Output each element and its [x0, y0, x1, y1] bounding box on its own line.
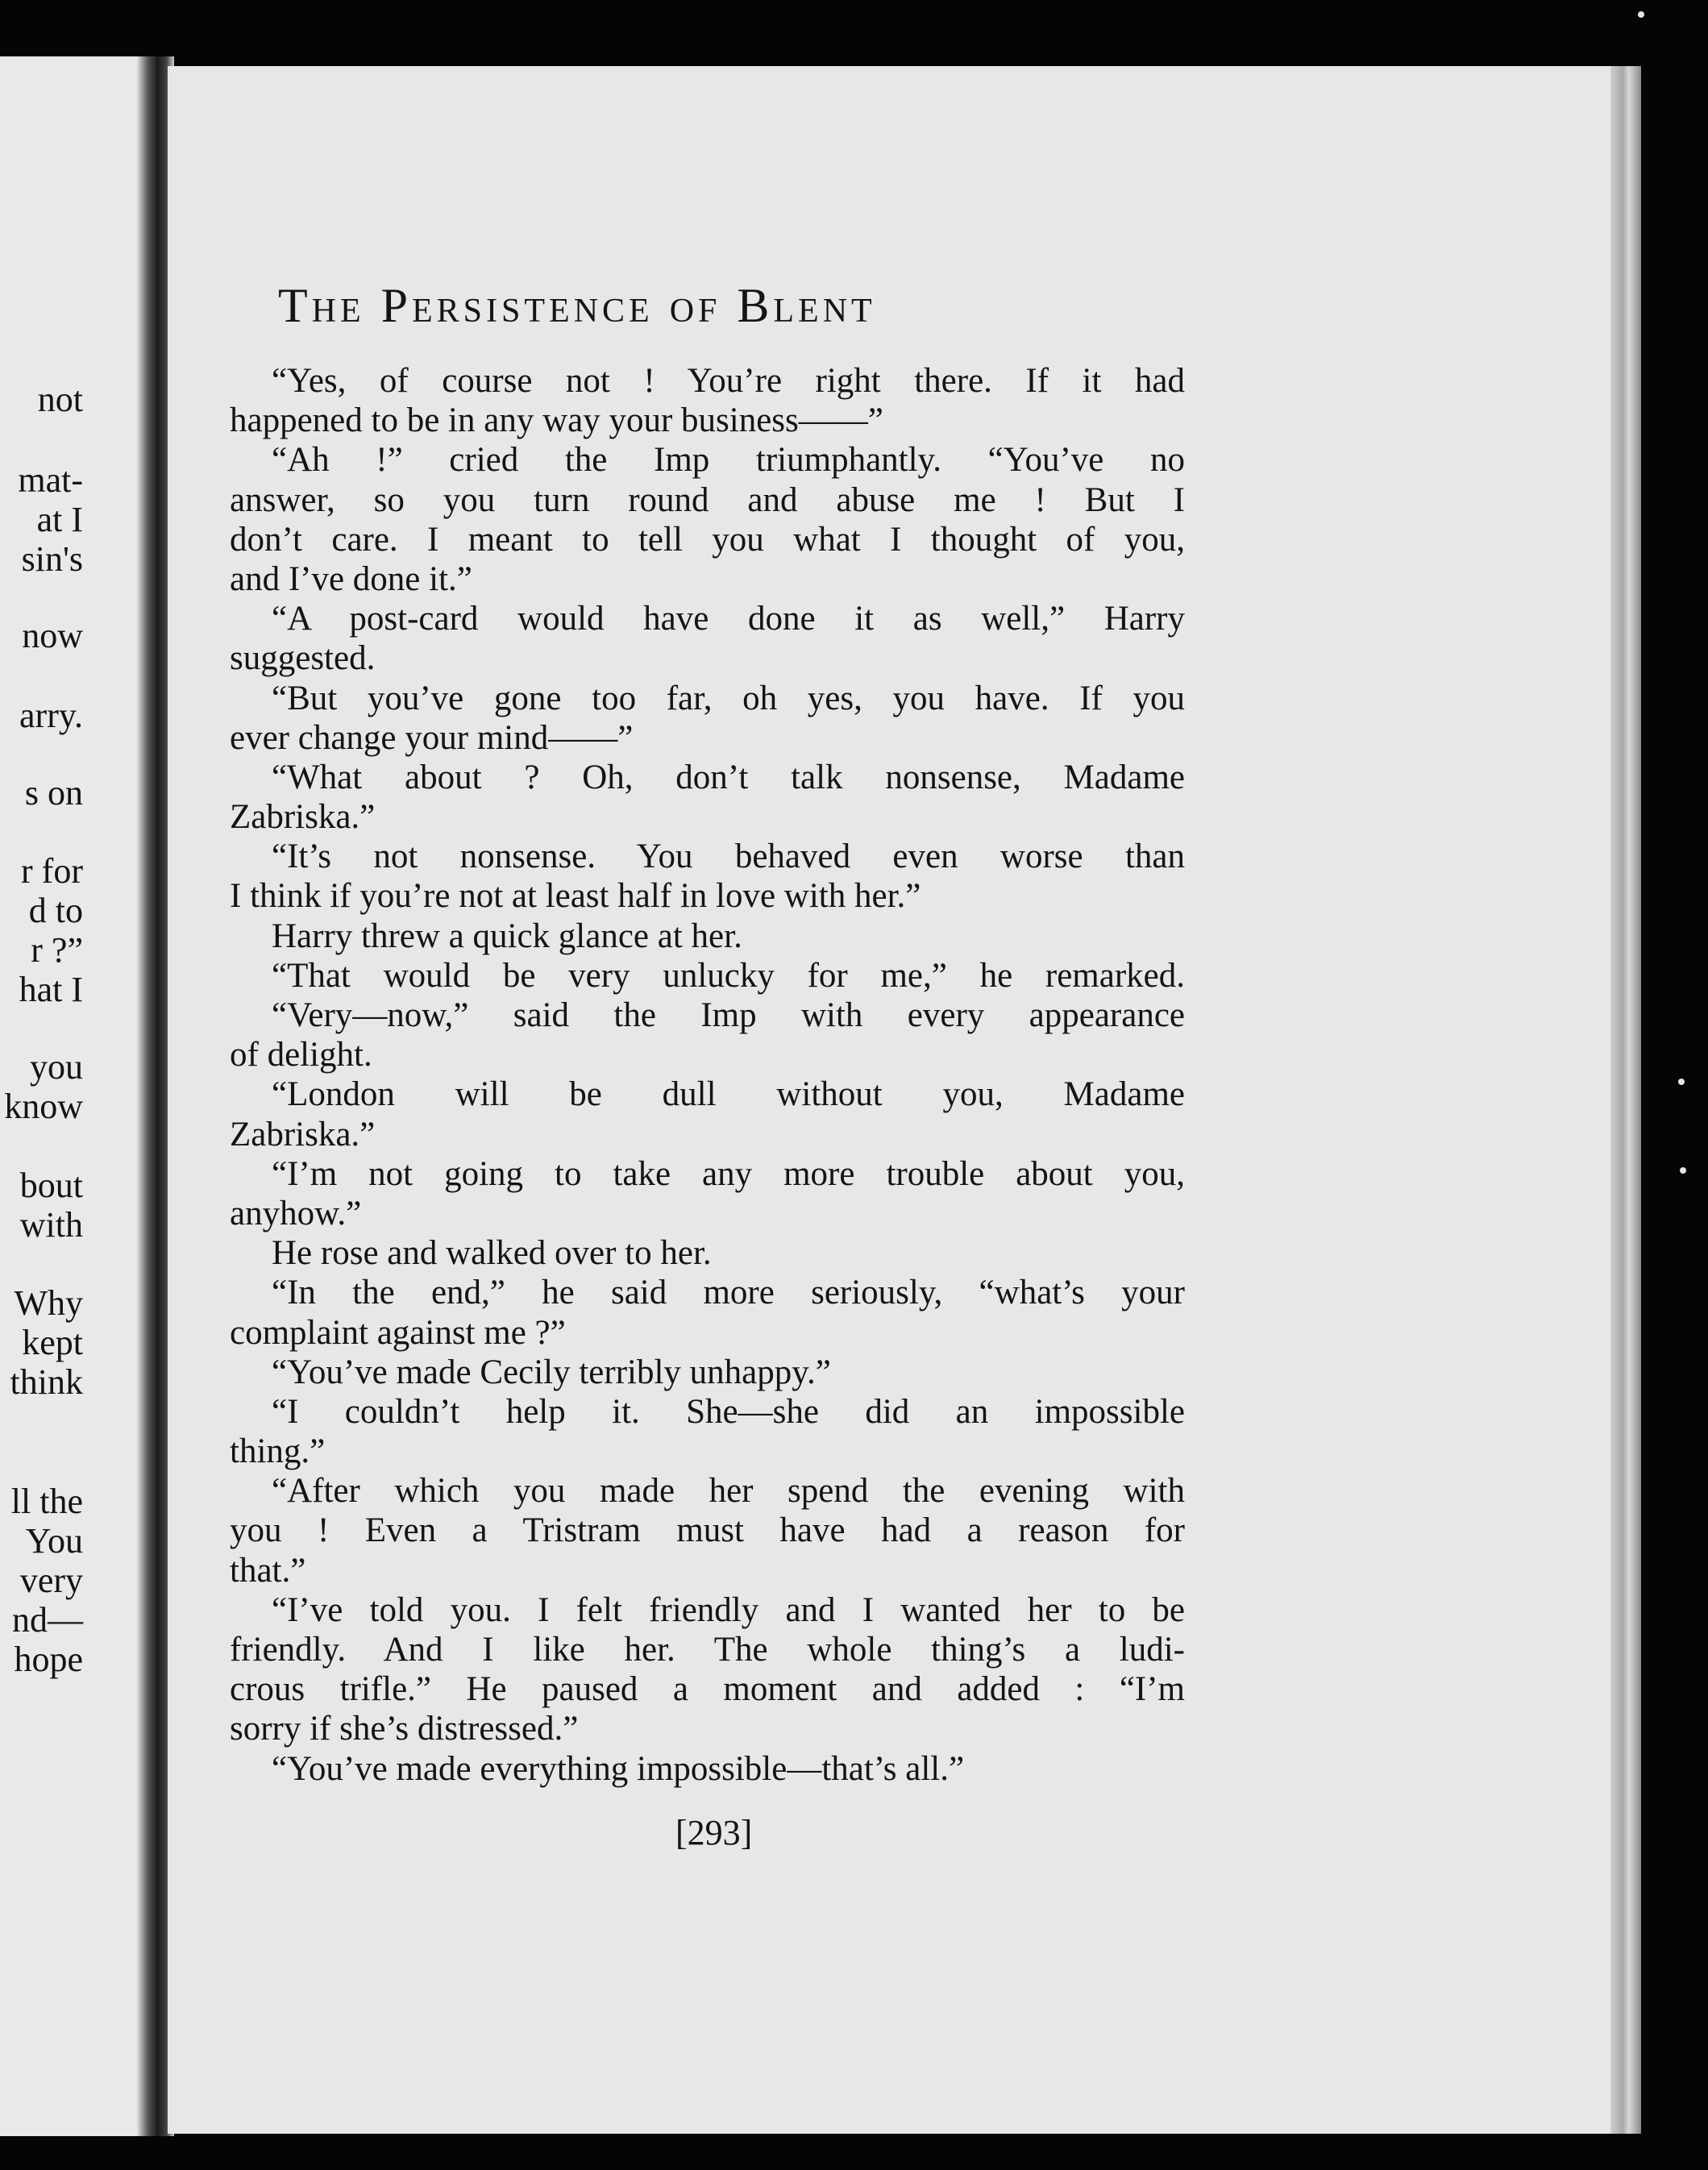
left-fragment: You — [25, 1521, 83, 1561]
text-line: Harry threw a quick glance at her. — [272, 917, 742, 955]
text-line: “That would be very unlucky for me,” he remarked. — [272, 956, 1185, 995]
page-edge — [1610, 66, 1641, 2134]
text-line: suggested. — [230, 639, 376, 678]
text-line: anyhow.” — [230, 1194, 362, 1233]
left-fragment: at I — [36, 500, 83, 539]
left-fragment: sin's — [21, 539, 83, 579]
left-fragment: hope — [14, 1640, 83, 1679]
text-line: “You’ve made Cecily terribly unhappy.” — [272, 1353, 831, 1391]
text-line: “Yes, of course not ! You’re right there. If it had — [272, 362, 1185, 400]
left-fragment: think — [10, 1362, 83, 1402]
left-fragment: mat- — [18, 460, 83, 500]
left-fragment: d to — [28, 891, 83, 930]
text-line: friendly. And I like her. The whole thing’s a ludi- — [230, 1631, 1185, 1669]
text-line: Zabriska.” — [230, 1115, 376, 1154]
scan-speck — [1638, 11, 1644, 18]
left-fragment: ll the — [10, 1482, 83, 1521]
text-line: “After which you made her spend the evening with — [272, 1472, 1185, 1511]
left-fragment: know — [4, 1087, 83, 1126]
left-fragment: Why — [14, 1283, 83, 1323]
text-line: “Ah !” cried the Imp triumphantly. “You’ve no — [272, 441, 1185, 480]
left-fragment: you — [30, 1047, 83, 1087]
text-line: “In the end,” he said more seriously, “what’s your — [272, 1274, 1185, 1312]
text-line: “I couldn’t help it. She—she did an impossible — [272, 1392, 1185, 1431]
left-page-fragment — [0, 56, 157, 2136]
running-head: The Persistence of Blent — [278, 279, 876, 332]
left-fragment: not — [37, 380, 83, 419]
text-line: of delight. — [230, 1036, 372, 1075]
text-line: complaint against me ?” — [230, 1313, 566, 1352]
text-line: Zabriska.” — [230, 798, 376, 837]
text-line: don’t care. I meant to tell you what I thought of you, — [230, 520, 1185, 559]
left-fragment: nd— — [12, 1600, 83, 1640]
text-line: “It’s not nonsense. You behaved even worse than — [272, 838, 1185, 876]
left-fragment: bout — [19, 1166, 83, 1205]
text-line: happened to be in any way your business——” — [230, 401, 883, 440]
left-fragment: r ?” — [31, 930, 83, 970]
left-fragment: kept — [22, 1323, 83, 1362]
scan-speck — [1678, 1079, 1685, 1085]
text-line: “You’ve made everything impossible—that’s all.” — [272, 1749, 965, 1788]
left-fragment: now — [22, 616, 83, 655]
text-line: He rose and walked over to her. — [272, 1234, 712, 1273]
left-fragment: very — [19, 1561, 83, 1600]
text-line: “London will be dull without you, Madame — [272, 1075, 1185, 1114]
body-text — [230, 361, 1185, 1789]
text-line: “I’ve told you. I felt friendly and I wanted her to be — [272, 1590, 1185, 1629]
left-fragment: s on — [24, 773, 83, 813]
scan-speck — [1680, 1167, 1686, 1174]
page-number: [293] — [675, 1813, 753, 1852]
left-fragment: r for — [21, 851, 83, 891]
text-line: crous trifle.” He paused a moment and added : “I’m — [230, 1670, 1185, 1709]
left-fragment: arry. — [19, 696, 83, 735]
left-fragment: hat I — [19, 970, 83, 1009]
text-line: “But you’ve gone too far, oh yes, you have. If you — [272, 679, 1185, 717]
text-line: ever change your mind——” — [230, 718, 634, 757]
left-fragment: with — [19, 1205, 83, 1245]
text-line: thing.” — [230, 1432, 326, 1471]
text-line: you ! Even a Tristram must have had a reason for — [230, 1511, 1185, 1550]
text-line: and I’ve done it.” — [230, 559, 472, 598]
text-line: I think if you’re not at least half in love with her.” — [230, 877, 921, 916]
text-line: that.” — [230, 1551, 306, 1590]
text-line: “I’m not going to take any more trouble about you, — [272, 1154, 1185, 1193]
text-line: “Very—now,” said the Imp with every appearance — [272, 996, 1185, 1034]
text-line: “A post-card would have done it as well,” Harry — [272, 600, 1185, 638]
text-line: sorry if she’s distressed.” — [230, 1710, 579, 1748]
text-line: answer, so you turn round and abuse me ! But I — [230, 480, 1185, 519]
text-line: “What about ? Oh, don’t talk nonsense, Madame — [272, 758, 1185, 796]
